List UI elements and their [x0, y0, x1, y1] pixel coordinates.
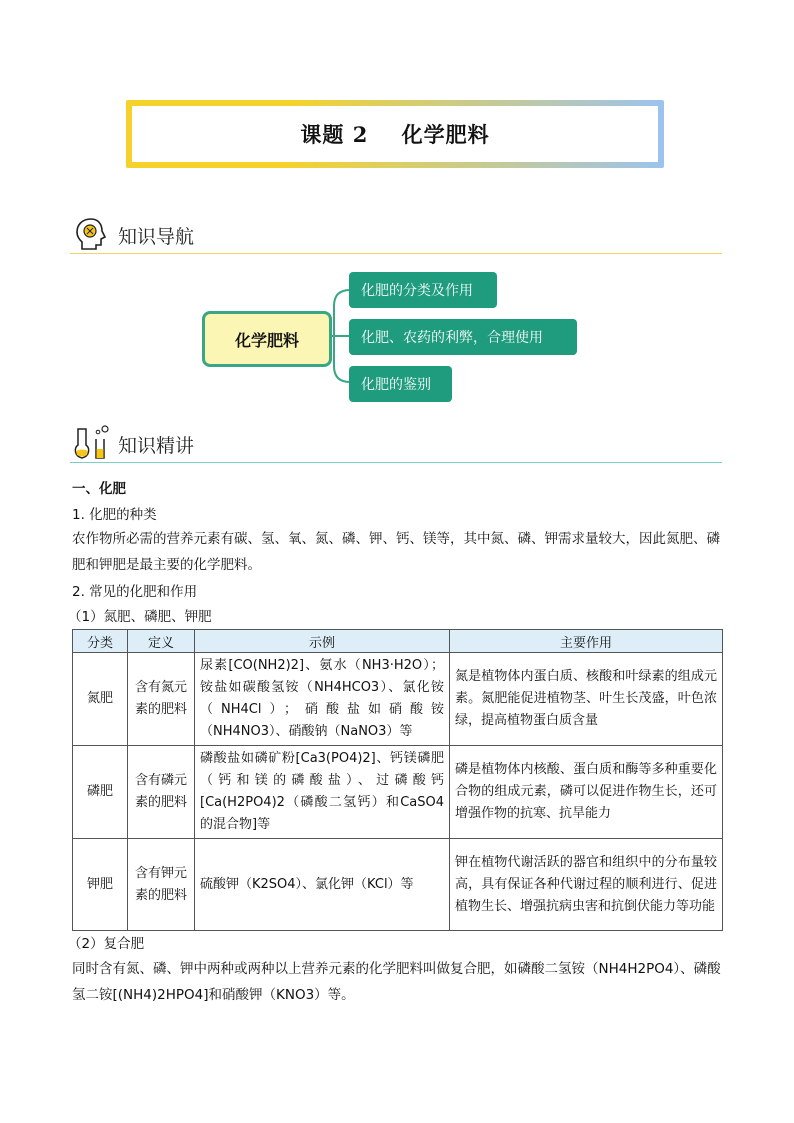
cell-effect: 磷是植物体内核酸、蛋白质和酶等多种重要化合物的组成元素，磷可以促进作物生长，还可增强作物的抗寒、抗旱能力 [450, 746, 723, 839]
subheading-npk: （1）氮肥、磷肥、钾肥 [68, 609, 212, 625]
fertilizer-table [72, 629, 723, 931]
column-header: 定义 [128, 630, 195, 653]
section-heading-navigation [70, 212, 722, 254]
cell-example: 尿素[CO(NH2)2]、氨水（NH3·H2O）；铵盐如碳酸氢铵（NH4HCO3）、氯化铵（NH4Cl）；硝酸盐如硝酸铵（NH4NO3）、硝酸钠（NaNO3）等 [195, 653, 450, 746]
column-header: 分类 [73, 630, 128, 653]
section-heading-explanation [70, 421, 722, 463]
cell-definition: 含有磷元素的肥料 [128, 746, 195, 839]
subheading-compound: （2）复合肥 [68, 936, 145, 952]
mindmap-branch-pros-cons: 化肥、农药的利弊，合理使用 [349, 319, 577, 355]
section-heading-label: 知识精讲 [118, 435, 195, 457]
subheading-types: 1. 化肥的种类 [72, 507, 157, 523]
mindmap-branch-classification: 化肥的分类及作用 [349, 272, 497, 308]
table-header-row [73, 630, 723, 653]
section-heading-label: 知识导航 [118, 226, 195, 248]
table-row [73, 653, 723, 746]
lightbulb-head-icon [74, 216, 108, 252]
cell-example: 磷酸盐如磷矿粉[Ca3(PO4)2]、钙镁磷肥（钙和镁的磷酸盐）、过磷酸钙[Ca(H2PO4)2（磷酸二氢钙）和CaSO4的混合物]等 [195, 746, 450, 839]
table-row [73, 746, 723, 839]
paragraph-types: 农作物所必需的营养元素有碳、氢、氧、氮、磷、钾、钙、镁等，其中氮、磷、钾需求量较大，因此氮肥、磷肥和钾肥是最主要的化学肥料。 [72, 531, 720, 573]
title-banner [126, 100, 664, 168]
mindmap-root-node: 化学肥料 [202, 311, 332, 367]
cell-definition: 含有氮元素的肥料 [128, 653, 195, 746]
cell-example: 硫酸钾（K2SO4）、氯化钾（KCl）等 [195, 839, 450, 931]
column-header: 主要作用 [450, 630, 723, 653]
page-title: 课题 2 化学肥料 [300, 122, 490, 147]
cell-category: 氮肥 [73, 653, 128, 746]
cell-effect: 钾在植物代谢活跃的器官和组织中的分布量较高，具有保证各种代谢过程的顺利进行、促进植物生长、增强抗病虫害和抗倒伏能力等功能 [450, 839, 723, 931]
table-row [73, 839, 723, 931]
lab-flask-icon [72, 423, 112, 461]
mindmap-branch-identification: 化肥的鉴别 [349, 366, 452, 402]
cell-category: 磷肥 [73, 746, 128, 839]
column-header: 示例 [195, 630, 450, 653]
heading-fertilizers: 一、化肥 [72, 481, 126, 497]
cell-category: 钾肥 [73, 839, 128, 931]
subheading-common: 2. 常见的化肥和作用 [72, 584, 198, 600]
cell-effect: 氮是植物体内蛋白质、核酸和叶绿素的组成元素。氮肥能促进植物茎、叶生长茂盛，叶色浓绿，提高植物蛋白质含量 [450, 653, 723, 746]
paragraph-compound: 同时含有氮、磷、钾中两种或两种以上营养元素的化学肥料叫做复合肥，如磷酸二氢铵（NH4H2PO4）、磷酸氢二铵[(NH4)2HPO4]和硝酸钾（KNO3）等。 [72, 961, 721, 1003]
cell-definition: 含有钾元素的肥料 [128, 839, 195, 931]
